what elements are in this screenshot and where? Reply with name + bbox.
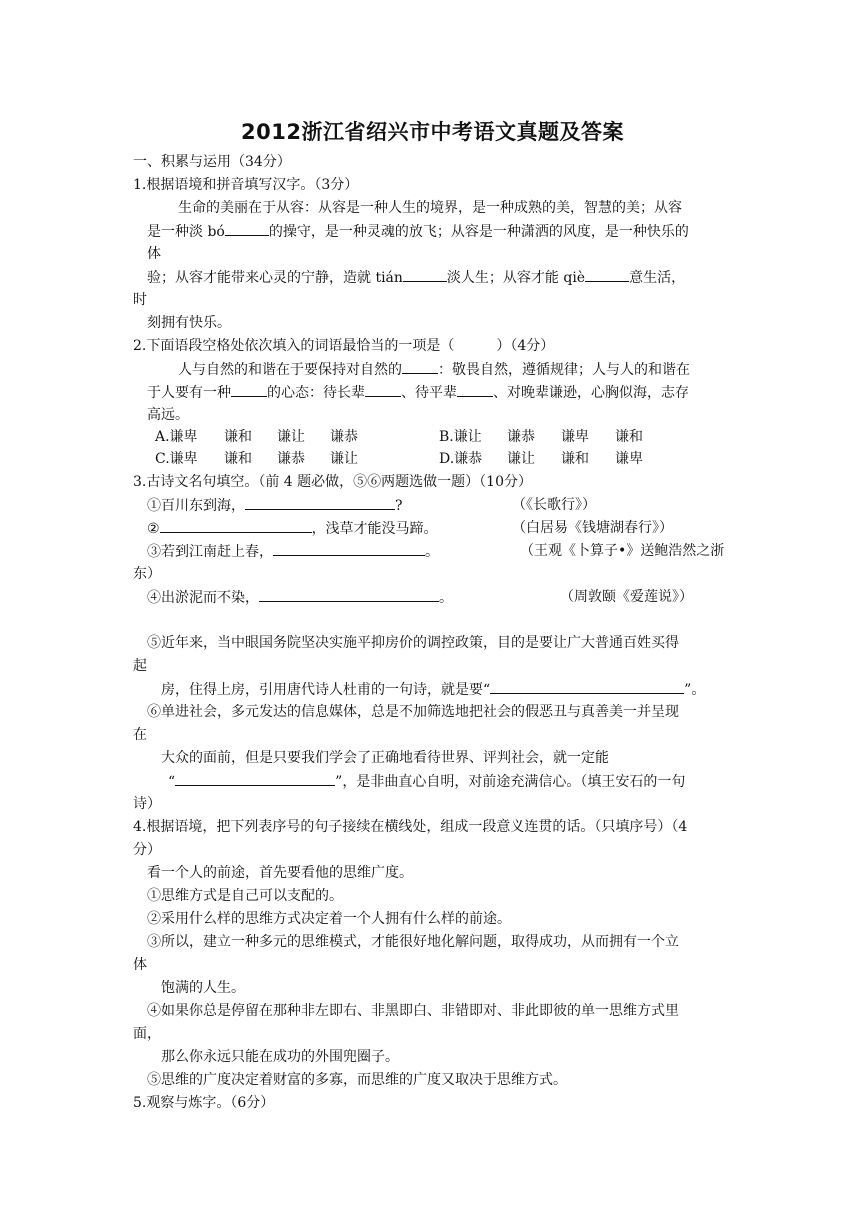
question-1-text xyxy=(147,267,685,288)
text-fragment: ③若到江南赶上春， xyxy=(147,544,273,560)
sentence-1: ①思维方式是自己可以支配的。 xyxy=(147,888,343,904)
question-4-lead: 看一个人的前途，首先要看他的思维广度。 xyxy=(147,865,413,881)
question-1-text xyxy=(147,221,689,242)
fill-blank[interactable] xyxy=(457,382,493,397)
text-fragment: ② xyxy=(147,521,160,537)
sentence-3: ③所以，建立一种多元的思维模式，才能很好地化解问题，取得成功，从而拥有一个立 xyxy=(147,934,679,950)
poem-source: （白居易《钱塘湖春行》） xyxy=(512,520,673,536)
question-2-text: 高远。 xyxy=(147,407,189,423)
poem-item-5 xyxy=(161,679,705,700)
text-fragment: 是一种淡 bó xyxy=(147,224,225,240)
question-2-heading: 2.下面语段空格处依次填入的词语最恰当的一项是（ ）（4分） xyxy=(133,338,555,354)
poem-item-6: 在 xyxy=(133,727,147,743)
fill-blank[interactable] xyxy=(585,267,629,282)
sentence-3: 饱满的人生。 xyxy=(161,980,245,996)
text-fragment: 房，住得上房，引用唐代诗人杜甫的一句诗，就是要“ xyxy=(161,682,491,698)
question-1-text: 刻拥有快乐。 xyxy=(147,315,231,331)
text-fragment: 意生活， xyxy=(629,270,686,286)
option-word: 谦和 xyxy=(224,451,252,467)
option-word: A.谦卑 xyxy=(155,429,198,445)
poem-item-6 xyxy=(168,771,685,792)
option-word: 谦卑 xyxy=(561,429,589,445)
fill-blank[interactable] xyxy=(175,771,335,786)
question-1-text: 生命的美丽在于从容：从容是一种人生的境界，是一种成熟的美，智慧的美；从容 xyxy=(178,200,682,216)
sentence-4: 那么你永远只能在成功的外围兜圈子。 xyxy=(161,1049,399,1065)
fill-blank[interactable] xyxy=(273,541,425,556)
sentence-4: 面， xyxy=(133,1026,161,1042)
sentence-5: ⑤思维的广度决定着财富的多寡，而思维的广度又取决于思维方式。 xyxy=(147,1072,567,1088)
text-fragment: ④出淤泥而不染， xyxy=(147,590,259,606)
fill-blank[interactable] xyxy=(245,495,395,510)
fill-blank[interactable] xyxy=(231,382,267,397)
text-fragment: ”。 xyxy=(684,682,706,698)
option-word: 谦让 xyxy=(507,451,535,467)
fill-blank[interactable] xyxy=(225,221,269,236)
option-word: 谦和 xyxy=(224,429,252,445)
poem-item-6: 大众的面前，但是只要我们学会了正确地看待世界、评判社会，就一定能 xyxy=(161,750,609,766)
poem-source: （王观《卜算子•》送鲍浩然之浙 xyxy=(520,543,725,559)
option-word: 谦和 xyxy=(615,429,643,445)
question-3-heading: 3.古诗文名句填空。（前 4 题必做，⑤⑥两题选做一题）（10分） xyxy=(133,474,532,490)
poem-item-5: 起 xyxy=(133,658,147,674)
option-word: C.谦卑 xyxy=(155,451,198,467)
question-4-heading: 分） xyxy=(133,842,161,858)
question-1-heading: 1.根据语境和拼音填写汉字。（3分） xyxy=(133,177,359,193)
question-1-text: 体 xyxy=(147,246,161,262)
fill-blank[interactable] xyxy=(160,518,312,533)
option-c[interactable] xyxy=(155,449,358,469)
sentence-4: ④如果你总是停留在那种非左即右、非黑即白、非错即对、非此即彼的单一思维方式里 xyxy=(147,1003,679,1019)
poem-line-1 xyxy=(147,495,403,516)
question-1-text: 时 xyxy=(133,292,147,308)
text-fragment: 。 xyxy=(425,544,439,560)
text-fragment: “ xyxy=(168,774,176,790)
text-fragment: 、对晚辈谦逊，心胸似海，志存 xyxy=(493,385,689,401)
poem-source: （周敦颐《爱莲说》） xyxy=(560,589,693,605)
poem-line-3 xyxy=(147,541,439,562)
poem-source: 东） xyxy=(133,566,161,582)
poem-item-5: ⑤近年来，当中眼国务院坚决实施平抑房价的调控政策，目的是要让广大普通百姓买得 xyxy=(147,635,679,651)
fill-blank[interactable] xyxy=(402,359,438,374)
text-fragment: ，浅草才能没马蹄。 xyxy=(311,521,438,537)
text-fragment: ? xyxy=(395,498,403,514)
text-fragment: 的心态：待长辈 xyxy=(267,385,365,401)
page-title: 2012浙江省绍兴市中考语文真题及答案 xyxy=(241,120,624,144)
text-fragment: 、待平辈 xyxy=(401,385,457,401)
text-fragment: 。 xyxy=(439,590,453,606)
question-2-text xyxy=(178,359,690,380)
option-word: B.谦让 xyxy=(439,429,482,445)
option-word: 谦卑 xyxy=(615,451,643,467)
option-word: 谦和 xyxy=(561,451,589,467)
fill-blank[interactable] xyxy=(490,679,684,694)
question-5-heading: 5.观察与炼字。（6分） xyxy=(133,1095,275,1111)
poem-line-4 xyxy=(147,587,453,608)
option-a[interactable] xyxy=(155,427,358,447)
text-fragment: 验；从容才能带来心灵的宁静，造就 tián xyxy=(147,270,403,286)
poem-item-6: 诗） xyxy=(133,796,161,812)
question-2-text xyxy=(147,382,689,403)
option-word: 谦恭 xyxy=(330,429,358,445)
option-word: D.谦恭 xyxy=(439,451,483,467)
option-word: 谦恭 xyxy=(277,451,305,467)
option-b[interactable] xyxy=(439,427,643,447)
poem-line-2 xyxy=(147,518,438,539)
text-fragment: 于人要有一种 xyxy=(147,385,231,401)
option-word: 谦恭 xyxy=(507,429,535,445)
option-d[interactable] xyxy=(439,449,643,469)
option-word: 谦让 xyxy=(330,451,358,467)
text-fragment: ”，是非曲直心自明，对前途充满信心。（填王安石的一句 xyxy=(335,774,686,790)
fill-blank[interactable] xyxy=(259,587,439,602)
sentence-3: 体 xyxy=(133,957,147,973)
text-fragment: ①百川东到海， xyxy=(147,498,245,514)
text-fragment: 的操守，是一种灵魂的放飞；从容是一种潇洒的风度，是一种快乐的 xyxy=(268,224,689,240)
option-word: 谦让 xyxy=(277,429,305,445)
poem-item-6: ⑥单进社会，多元发达的信息媒体，总是不加筛选地把社会的假恶丑与真善美一并呈现 xyxy=(147,704,679,720)
fill-blank[interactable] xyxy=(403,267,447,282)
text-fragment: 人与自然的和谐在于要保持对自然的 xyxy=(178,362,402,378)
text-fragment: 淡人生；从容才能 qiè xyxy=(446,270,586,286)
poem-source: （《长歌行》） xyxy=(512,497,596,513)
sentence-2: ②采用什么样的思维方式决定着一个人拥有什么样的前途。 xyxy=(147,911,511,927)
section-heading: 一、积累与运用（34分） xyxy=(133,154,291,170)
text-fragment: ：敬畏自然，遵循规律；人与人的和谐在 xyxy=(438,362,690,378)
fill-blank[interactable] xyxy=(365,382,401,397)
question-4-heading: 4.根据语境，把下列表序号的句子接续在横线处，组成一段意义连贯的话。（只填序号）（4 xyxy=(133,819,688,835)
